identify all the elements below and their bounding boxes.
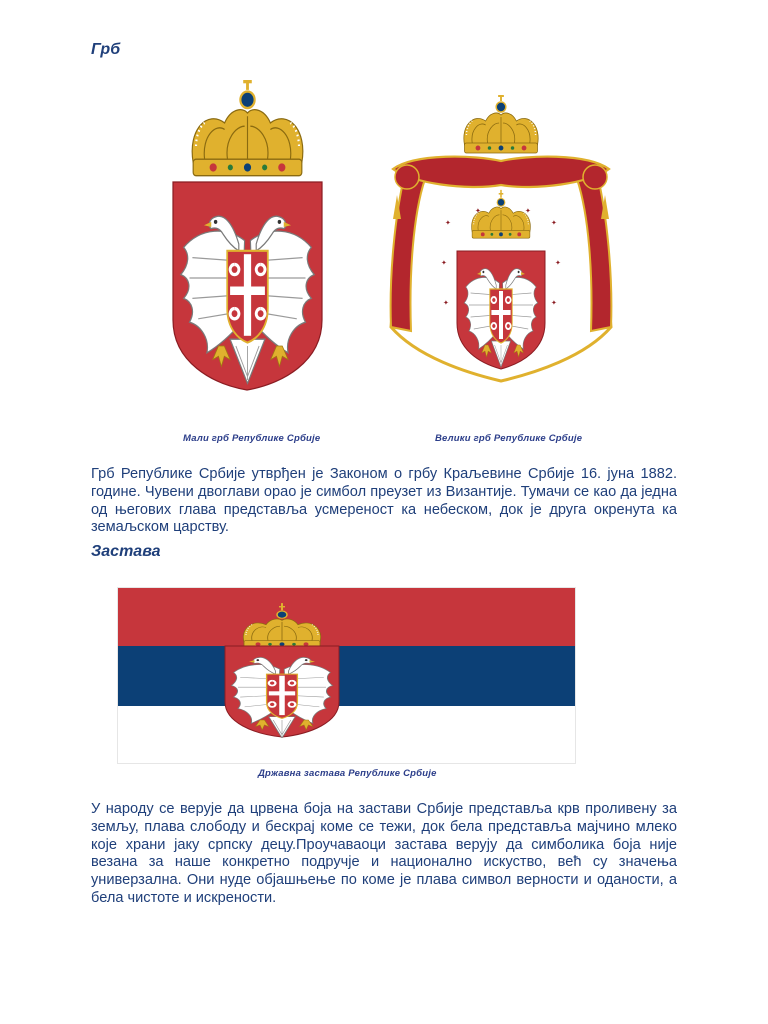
coat-paragraph: Грб Републике Србије утврђен је Законом о грбу Краљевине Србије 16. јуна 1882. године. Чувени двоглави орао је симбол преузет из Византије. Тумачи се као да једна од његових глава представља усмереност ка небеском, док је друга окренута ка земаљском царству. <box>91 466 677 536</box>
section-heading-coat: Грб <box>91 41 121 58</box>
flag-white-stripe <box>118 706 575 763</box>
svg-text:✦: ✦ <box>475 207 481 215</box>
svg-text:✦: ✦ <box>441 259 447 267</box>
small-coat-caption: Мали грб Републике Србије <box>183 433 321 444</box>
svg-text:✦: ✦ <box>555 259 561 267</box>
svg-text:✦: ✦ <box>443 299 449 307</box>
svg-text:✦: ✦ <box>551 299 557 307</box>
serbian-flag <box>117 587 576 764</box>
svg-text:✦: ✦ <box>551 219 557 227</box>
flag-coat-of-arms-icon <box>223 602 341 738</box>
great-coat-of-arms-icon <box>385 95 617 393</box>
flag-red-stripe <box>118 588 575 646</box>
great-coat-caption: Велики грб Републике Србије <box>435 433 583 444</box>
flag-caption: Државна застава Републике Србије <box>258 768 437 779</box>
svg-text:✦: ✦ <box>525 207 531 215</box>
flag-blue-stripe <box>118 646 575 706</box>
svg-text:✦: ✦ <box>445 219 451 227</box>
section-heading-flag: Застава <box>91 543 161 560</box>
small-coat-of-arms-icon <box>170 80 325 392</box>
flag-paragraph: У народу се верује да црвена боја на застави Србије представља крв проливену за земљу, плава слободу и бескрај коме се тежи, док бела представља мајчино млеко које храни јаку српску децу.Проучаваоци застава верују да симболика боја није везана за наше конкретно подручје и национално искуство, већ су значења универзална. Они нуде објашњење по коме је плава символ верности и оданости, а бела чистоте и искрености. <box>91 801 677 906</box>
